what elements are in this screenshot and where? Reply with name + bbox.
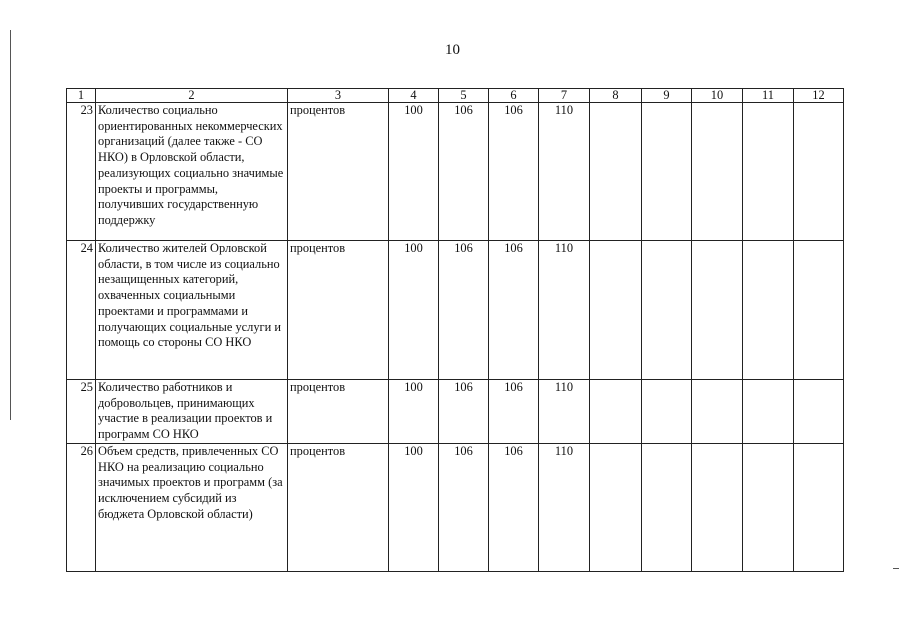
edge-mark xyxy=(893,568,899,569)
empty-cell xyxy=(692,380,743,444)
empty-cell xyxy=(642,380,692,444)
empty-cell xyxy=(794,103,844,241)
value-cell: 110 xyxy=(539,241,590,380)
value-cell: 100 xyxy=(389,241,439,380)
empty-cell xyxy=(692,103,743,241)
table-row xyxy=(67,241,844,380)
unit-cell: процентов xyxy=(288,103,389,241)
empty-cell xyxy=(590,103,642,241)
header-cell: 8 xyxy=(590,89,642,103)
empty-cell xyxy=(794,241,844,380)
value-cell: 106 xyxy=(489,380,539,444)
left-margin-line xyxy=(10,30,11,420)
value-cell: 106 xyxy=(489,103,539,241)
indicator-name: Количество работников и добровольцев, принимающих участие в реализации проектов и программ СО НКО xyxy=(96,380,288,444)
empty-cell xyxy=(794,443,844,571)
header-cell: 1 xyxy=(67,89,96,103)
empty-cell xyxy=(743,103,794,241)
empty-cell xyxy=(642,103,692,241)
header-cell: 11 xyxy=(743,89,794,103)
value-cell: 110 xyxy=(539,103,590,241)
value-cell: 106 xyxy=(489,443,539,571)
table-row xyxy=(67,443,844,571)
value-cell: 110 xyxy=(539,443,590,571)
indicators-table xyxy=(66,88,844,572)
row-number: 25 xyxy=(67,380,96,444)
header-cell: 5 xyxy=(439,89,489,103)
empty-cell xyxy=(642,443,692,571)
empty-cell xyxy=(590,380,642,444)
value-cell: 100 xyxy=(389,103,439,241)
value-cell: 106 xyxy=(439,103,489,241)
table-row xyxy=(67,103,844,241)
header-cell: 6 xyxy=(489,89,539,103)
header-cell: 10 xyxy=(692,89,743,103)
value-cell: 106 xyxy=(489,241,539,380)
header-cell: 12 xyxy=(794,89,844,103)
empty-cell xyxy=(642,241,692,380)
empty-cell xyxy=(692,443,743,571)
value-cell: 100 xyxy=(389,380,439,444)
value-cell: 100 xyxy=(389,443,439,571)
table-header-row xyxy=(67,89,844,103)
row-number: 23 xyxy=(67,103,96,241)
unit-cell: процентов xyxy=(288,443,389,571)
header-cell: 4 xyxy=(389,89,439,103)
empty-cell xyxy=(743,380,794,444)
header-cell: 9 xyxy=(642,89,692,103)
row-number: 26 xyxy=(67,443,96,571)
row-number: 24 xyxy=(67,241,96,380)
value-cell: 106 xyxy=(439,380,489,444)
unit-cell: процентов xyxy=(288,241,389,380)
value-cell: 106 xyxy=(439,443,489,571)
value-cell: 106 xyxy=(439,241,489,380)
indicator-name: Объем средств, привлеченных СО НКО на реализацию социально значимых проектов и программ (за исключением субсидий из бюджета Орловской области) xyxy=(96,443,288,571)
value-cell: 110 xyxy=(539,380,590,444)
header-cell: 3 xyxy=(288,89,389,103)
empty-cell xyxy=(692,241,743,380)
unit-cell: процентов xyxy=(288,380,389,444)
empty-cell xyxy=(794,380,844,444)
empty-cell xyxy=(743,443,794,571)
header-cell: 7 xyxy=(539,89,590,103)
table-row xyxy=(67,380,844,444)
header-cell: 2 xyxy=(96,89,288,103)
empty-cell xyxy=(743,241,794,380)
indicator-name: Количество жителей Орловской области, в том числе из социально незащищенных категорий, охваченных социальными проектами и программами и получающих социальные услуги и помощь со стороны СО НКО xyxy=(96,241,288,380)
empty-cell xyxy=(590,241,642,380)
indicator-name: Количество социально ориентированных некоммерческих организаций (далее также - СО НКО) в Орловской области, реализующих социально значимые проекты и программы, получивших государственную поддержку xyxy=(96,103,288,241)
empty-cell xyxy=(590,443,642,571)
page-number: 10 xyxy=(445,42,460,58)
